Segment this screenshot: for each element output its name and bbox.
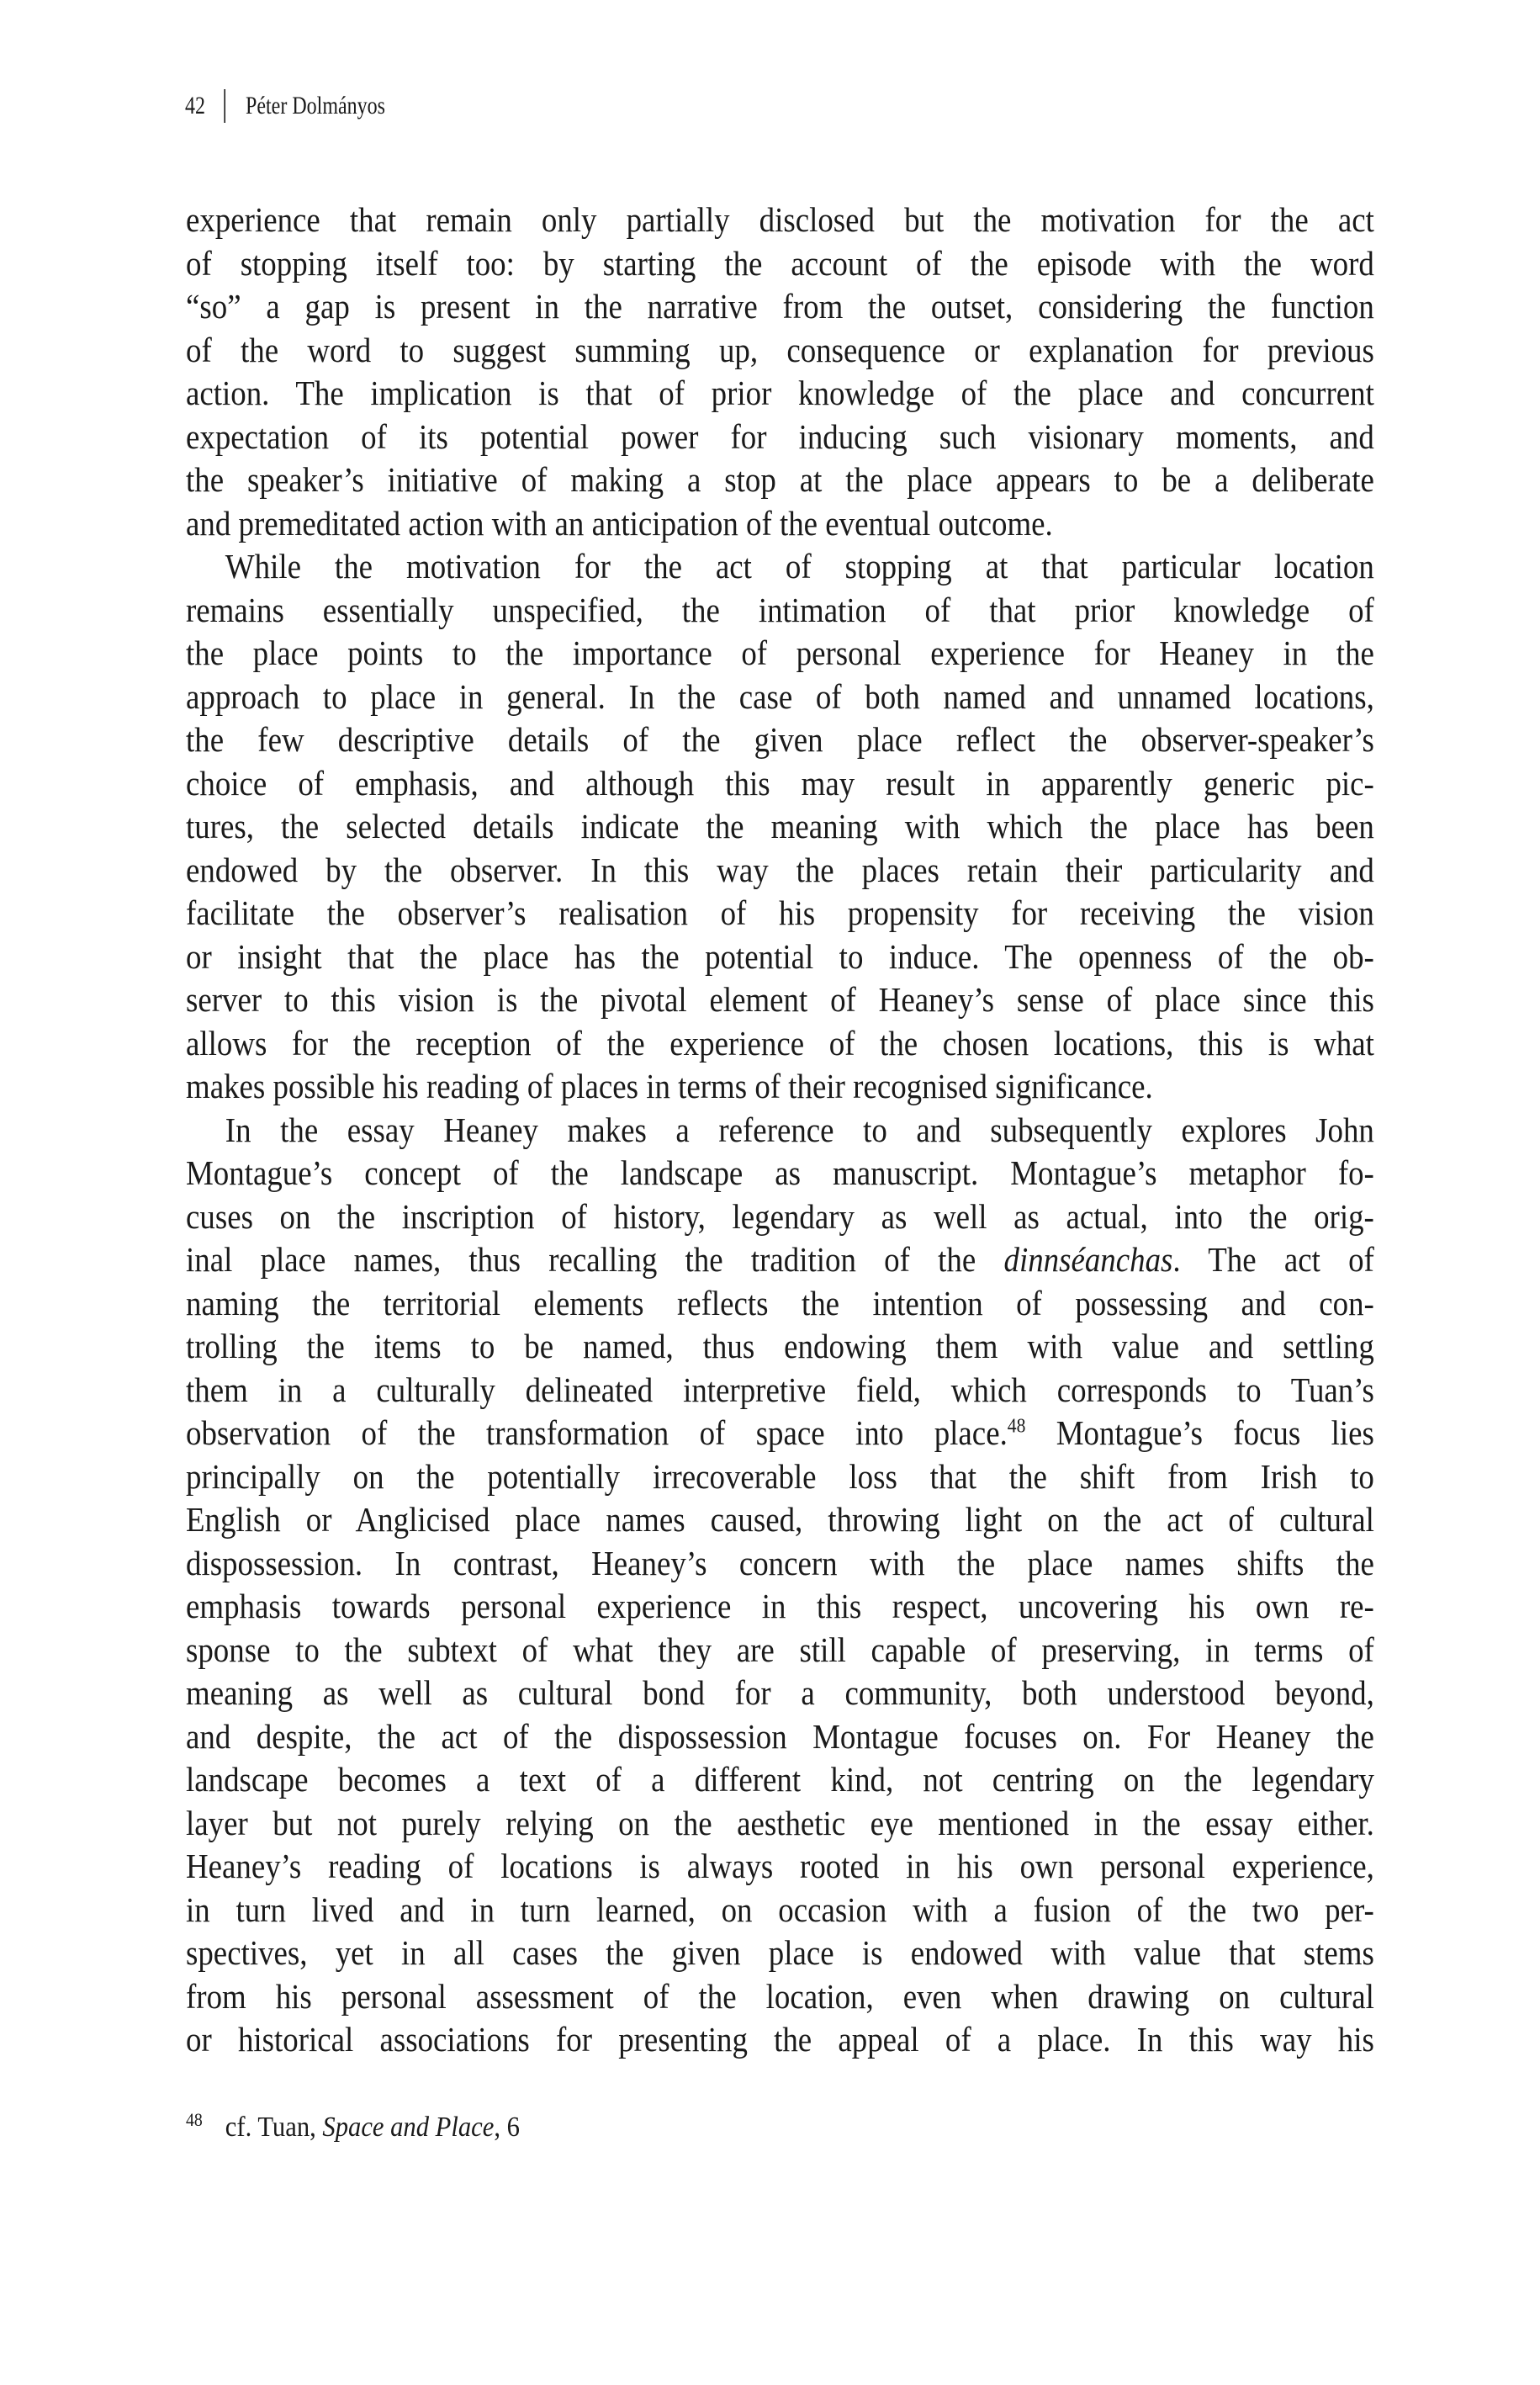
line-text: principally on the potentially irrecoverable loss that the shift from Irish to	[186, 1456, 1374, 1496]
line-text: or insight that the place has the potential to induce. The openness of the ob-	[186, 936, 1374, 976]
text-line	[186, 285, 1374, 329]
line-text: While the motivation for the act of stopping at that particular location	[225, 547, 1374, 586]
text-line	[186, 805, 1374, 849]
line-text: spectives, yet in all cases the given place is endowed with value that stems	[186, 1933, 1374, 1972]
text-line	[186, 1109, 1374, 1153]
text-line	[186, 1932, 1374, 1975]
line-text: “so” a gap is present in the narrative from the outset, considering the function	[186, 287, 1374, 326]
text-line	[186, 676, 1374, 719]
text-line	[186, 1412, 1374, 1455]
line-text: action. The implication is that of prior knowledge of the place and concurrent	[186, 374, 1374, 412]
line-text: In the essay Heaney makes a reference to and subsequently explores John	[225, 1110, 1374, 1149]
text-line	[186, 718, 1374, 762]
line-text: facilitate the observer’s realisation of his propensity for receiving the vision	[186, 893, 1374, 932]
body-text	[186, 199, 1374, 2062]
footnote-text	[225, 2112, 520, 2144]
text-line	[186, 1325, 1374, 1369]
text-line	[186, 1238, 1374, 1282]
line-text: endowed by the observer. In this way the places retain their particularity and	[186, 850, 1374, 889]
text-line	[186, 1715, 1374, 1759]
text-line	[186, 1065, 1374, 1109]
line-text: layer but not purely relying on the aesthetic eye mentioned in the essay either.	[186, 1803, 1374, 1842]
text-line	[186, 458, 1374, 502]
text-line	[186, 1282, 1374, 1326]
text-line	[186, 1802, 1374, 1846]
text-line	[186, 1369, 1374, 1412]
line-text: and premeditated action with an anticipation of the eventual outcome.	[186, 503, 1053, 543]
line-text: the place points to the importance of personal experience for Heaney in the	[186, 633, 1374, 672]
line-text: sponse to the subtext of what they are still capable of preserving, in terms of	[186, 1630, 1374, 1669]
running-head-author: Péter Dolmányos	[246, 92, 385, 119]
line-text: allows for the reception of the experience of the chosen locations, this is what	[186, 1023, 1374, 1063]
text-line	[186, 1672, 1374, 1715]
text-line	[186, 1585, 1374, 1629]
line-text: meaning as well as cultural bond for a community, both understood beyond,	[186, 1673, 1374, 1712]
line-text: of the word to suggest summing up, consequence or explanation for previous	[186, 330, 1374, 369]
text-line	[186, 1845, 1374, 1889]
line-text: and despite, the act of the dispossession Montague focuses on. For Heaney the	[186, 1716, 1374, 1756]
line-text: in turn lived and in turn learned, on occasion with a fusion of the two per-	[186, 1889, 1374, 1929]
text-line	[186, 1152, 1374, 1195]
line-text: or historical associations for presenting the appeal of a place. In this way his	[186, 2020, 1374, 2059]
text-line	[186, 935, 1374, 979]
text-line	[186, 849, 1374, 893]
text-line	[186, 502, 1374, 546]
text-line	[186, 329, 1374, 373]
text-line	[186, 1022, 1374, 1066]
header-divider	[224, 89, 225, 123]
footnote-number: 48	[186, 2109, 203, 2130]
line-text: the speaker’s initiative of making a stop at the place appears to be a deliberate	[186, 460, 1374, 499]
text-line	[186, 416, 1374, 459]
line-text: choice of emphasis, and although this may result in apparently generic pic-	[186, 763, 1374, 803]
line-text: naming the territorial elements reflects the intention of possessing and con-	[186, 1283, 1374, 1322]
line-text: . The act of	[1172, 1240, 1374, 1279]
line-text: cuses on the inscription of history, legendary as well as actual, into the orig-	[186, 1196, 1374, 1236]
footnote-48	[186, 2109, 520, 2144]
text-line	[186, 1195, 1374, 1239]
running-header	[185, 87, 385, 125]
text-line	[186, 892, 1374, 935]
line-text: dispossession. In contrast, Heaney’s concern with the place names shifts the	[186, 1543, 1374, 1582]
line-text: remains essentially unspecified, the intimation of that prior knowledge of	[186, 590, 1374, 629]
footnote-ref[interactable]: 48	[1007, 1415, 1026, 1438]
text-line	[186, 545, 1374, 589]
text-line	[186, 2018, 1374, 2062]
text-line	[186, 589, 1374, 633]
line-text: landscape becomes a text of a different kind, not centring on the legendary	[186, 1760, 1374, 1799]
line-text: trolling the items to be named, thus endowing them with value and settling	[186, 1327, 1374, 1365]
italic-term: dinnséanchas	[1003, 1240, 1173, 1279]
line-text: approach to place in general. In the case of both named and unnamed locations,	[186, 676, 1374, 716]
line-text: makes possible his reading of places in terms of their recognised significance.	[186, 1067, 1153, 1105]
line-text: English or Anglicised place names caused, throwing light on the act of cultural	[186, 1500, 1374, 1539]
text-line	[186, 372, 1374, 416]
footnote-suffix: , 6	[494, 2112, 520, 2143]
text-line	[186, 199, 1374, 242]
line-text: expectation of its potential power for inducing such visionary moments, and	[186, 416, 1374, 456]
text-line	[186, 978, 1374, 1022]
line-text: Montague’s concept of the landscape as manuscript. Montague’s metaphor fo-	[186, 1153, 1374, 1192]
line-text: inal place names, thus recalling the tradition of the	[186, 1240, 1004, 1279]
text-line	[186, 1498, 1374, 1542]
text-line	[186, 762, 1374, 806]
line-text: from his personal assessment of the location, even when drawing on cultural	[186, 1976, 1374, 2016]
text-line	[186, 1758, 1374, 1802]
line-text: the few descriptive details of the given place reflect the observer-speaker’s	[186, 720, 1374, 759]
line-text: server to this vision is the pivotal element of Heaney’s sense of place since this	[186, 980, 1374, 1019]
text-line	[186, 1629, 1374, 1672]
line-text: emphasis towards personal experience in this respect, uncovering his own re-	[186, 1587, 1374, 1625]
line-text: observation of the transformation of space into place.	[186, 1413, 1008, 1452]
page-number: 42	[185, 92, 205, 119]
footnote-title: Space and Place	[322, 2112, 495, 2143]
line-text: Montague’s focus lies	[1025, 1413, 1374, 1452]
line-text: Heaney’s reading of locations is always rooted in his own personal experience,	[186, 1847, 1374, 1885]
text-line	[186, 1455, 1374, 1499]
line-text: them in a culturally delineated interpretive field, which corresponds to Tuan’s	[186, 1370, 1374, 1409]
text-line	[186, 1889, 1374, 1932]
footnote-prefix: cf. Tuan,	[225, 2112, 323, 2143]
line-text: of stopping itself too: by starting the account of the episode with the word	[186, 243, 1374, 283]
text-line	[186, 242, 1374, 286]
text-line	[186, 1975, 1374, 2019]
text-line	[186, 632, 1374, 676]
line-text: tures, the selected details indicate the meaning with which the place has been	[186, 807, 1374, 845]
line-text: experience that remain only partially disclosed but the motivation for the act	[186, 200, 1374, 239]
text-line	[186, 1542, 1374, 1586]
